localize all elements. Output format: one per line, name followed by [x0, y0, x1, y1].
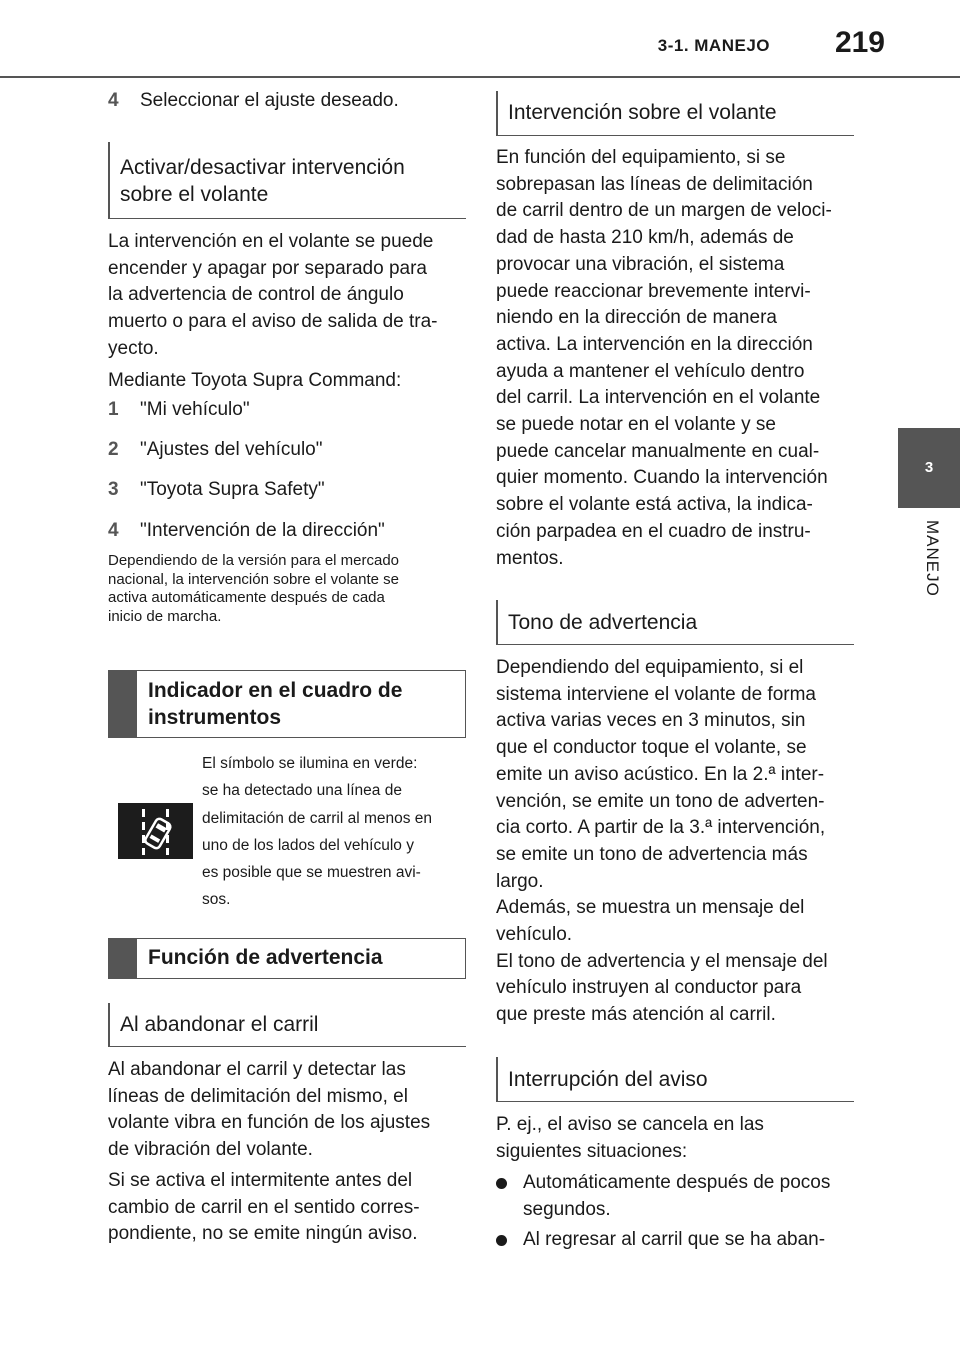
- paragraph-command: Mediante Toyota Supra Command:: [108, 370, 402, 391]
- heading-warning-interruption: Interrupción del aviso: [496, 1057, 854, 1102]
- chapter-tab: 3: [898, 428, 960, 508]
- chapter-tab-label: MANEJO: [923, 520, 942, 597]
- step-item: 4 "Intervención de la dirección": [108, 519, 385, 541]
- section-title: 3-1. MANEJO: [657, 36, 770, 55]
- step-select-setting: 4 Seleccionar el ajuste deseado.: [108, 90, 399, 111]
- lane-assist-indicator-icon: [118, 803, 193, 859]
- lane-car-icon: [118, 803, 193, 859]
- step-item: 1 "Mi vehículo": [108, 399, 250, 420]
- step-item: 2 "Ajustes del vehículo": [108, 439, 323, 461]
- page-number: 219: [834, 26, 885, 59]
- bullet-list: [496, 1170, 860, 1254]
- paragraph-steering-intervention: En función del equipamiento, si se sobrepasan las líneas de delimitación de carril dentro de un margen de veloci- dad de hasta 210 km/h, además de provocar una vibración, el sistema puede reaccionar brevemente intervi- niendo en la dirección de manera activa. La intervención en la dirección ayuda a mantener el vehículo dentro del carril. La intervención en el volante se puede notar en el volante y se puede cancelar manualmente en cual- quier momento. Cuando la intervención sobre el volante está activa, la indica- ción parpadea en el cuadro de instru- mentos.: [496, 147, 832, 569]
- paragraph-turn-signal: Si se activa el intermitente antes del cambio de carril en el sentido corres- pondiente, no se emite ningún aviso.: [108, 1170, 420, 1245]
- indicator-description: El símbolo se ilumina en verde: se ha detectado una línea de delimitación de carril al menos en uno de los lados del vehículo y es posible que se muestren avi- sos.: [202, 755, 433, 909]
- paragraph-warning-tone: Dependiendo del equipamiento, si el sistema interviene el volante de forma activa varias veces en 3 minutos, sin que el conductor toque el volante, se emite un aviso acústico. En la 2.ª inter- vención, se emite un tono de adverten- cia corto. A partir de la 3.ª intervención, se emite un tono de advertencia más largo. Además, se muestra un mensaje del vehículo. El tono de advertencia y el mensaje del vehículo instruyen al conductor para que preste más atención al carril.: [496, 657, 828, 1026]
- heading-warning-tone: Tono de advertencia: [496, 600, 854, 645]
- heading-leaving-lane: Al abandonar el carril: [108, 1003, 466, 1047]
- heading-steering-intervention: Intervención sobre el volante: [496, 91, 854, 136]
- paragraph-interruption: P. ej., el aviso se cancela en las siguientes situaciones:: [496, 1114, 764, 1162]
- list-item: Al regresar al carril que se ha aban-: [496, 1227, 860, 1254]
- list-item: Automáticamente después de pocos segundos.: [496, 1170, 860, 1223]
- heading-indicator: Indicador en el cuadro de instrumentos: [108, 670, 466, 738]
- paragraph-intro: La intervención en el volante se puede encender y apagar por separado para la advertencia de control de ángulo muerto o para el aviso de salida de tra- yecto.: [108, 231, 438, 359]
- bullet-icon: [496, 1178, 507, 1189]
- heading-activate-deactivate: Activar/desactivar intervención sobre el volante: [108, 142, 466, 219]
- note-market-version: Dependiendo de la versión para el mercado nacional, la intervención sobre el volante se activa automáticamente después de cada inicio de marcha.: [108, 552, 400, 625]
- step-item: 3 "Toyota Supra Safety": [108, 479, 325, 501]
- heading-warning-function: Función de advertencia: [108, 938, 466, 979]
- bullet-icon: [496, 1235, 507, 1246]
- header-rule: [0, 76, 960, 78]
- step-list: [108, 397, 468, 544]
- paragraph-leaving-lane: Al abandonar el carril y detectar las líneas de delimitación del mismo, el volante vibra en función de los ajustes de vibración del volante.: [108, 1059, 431, 1161]
